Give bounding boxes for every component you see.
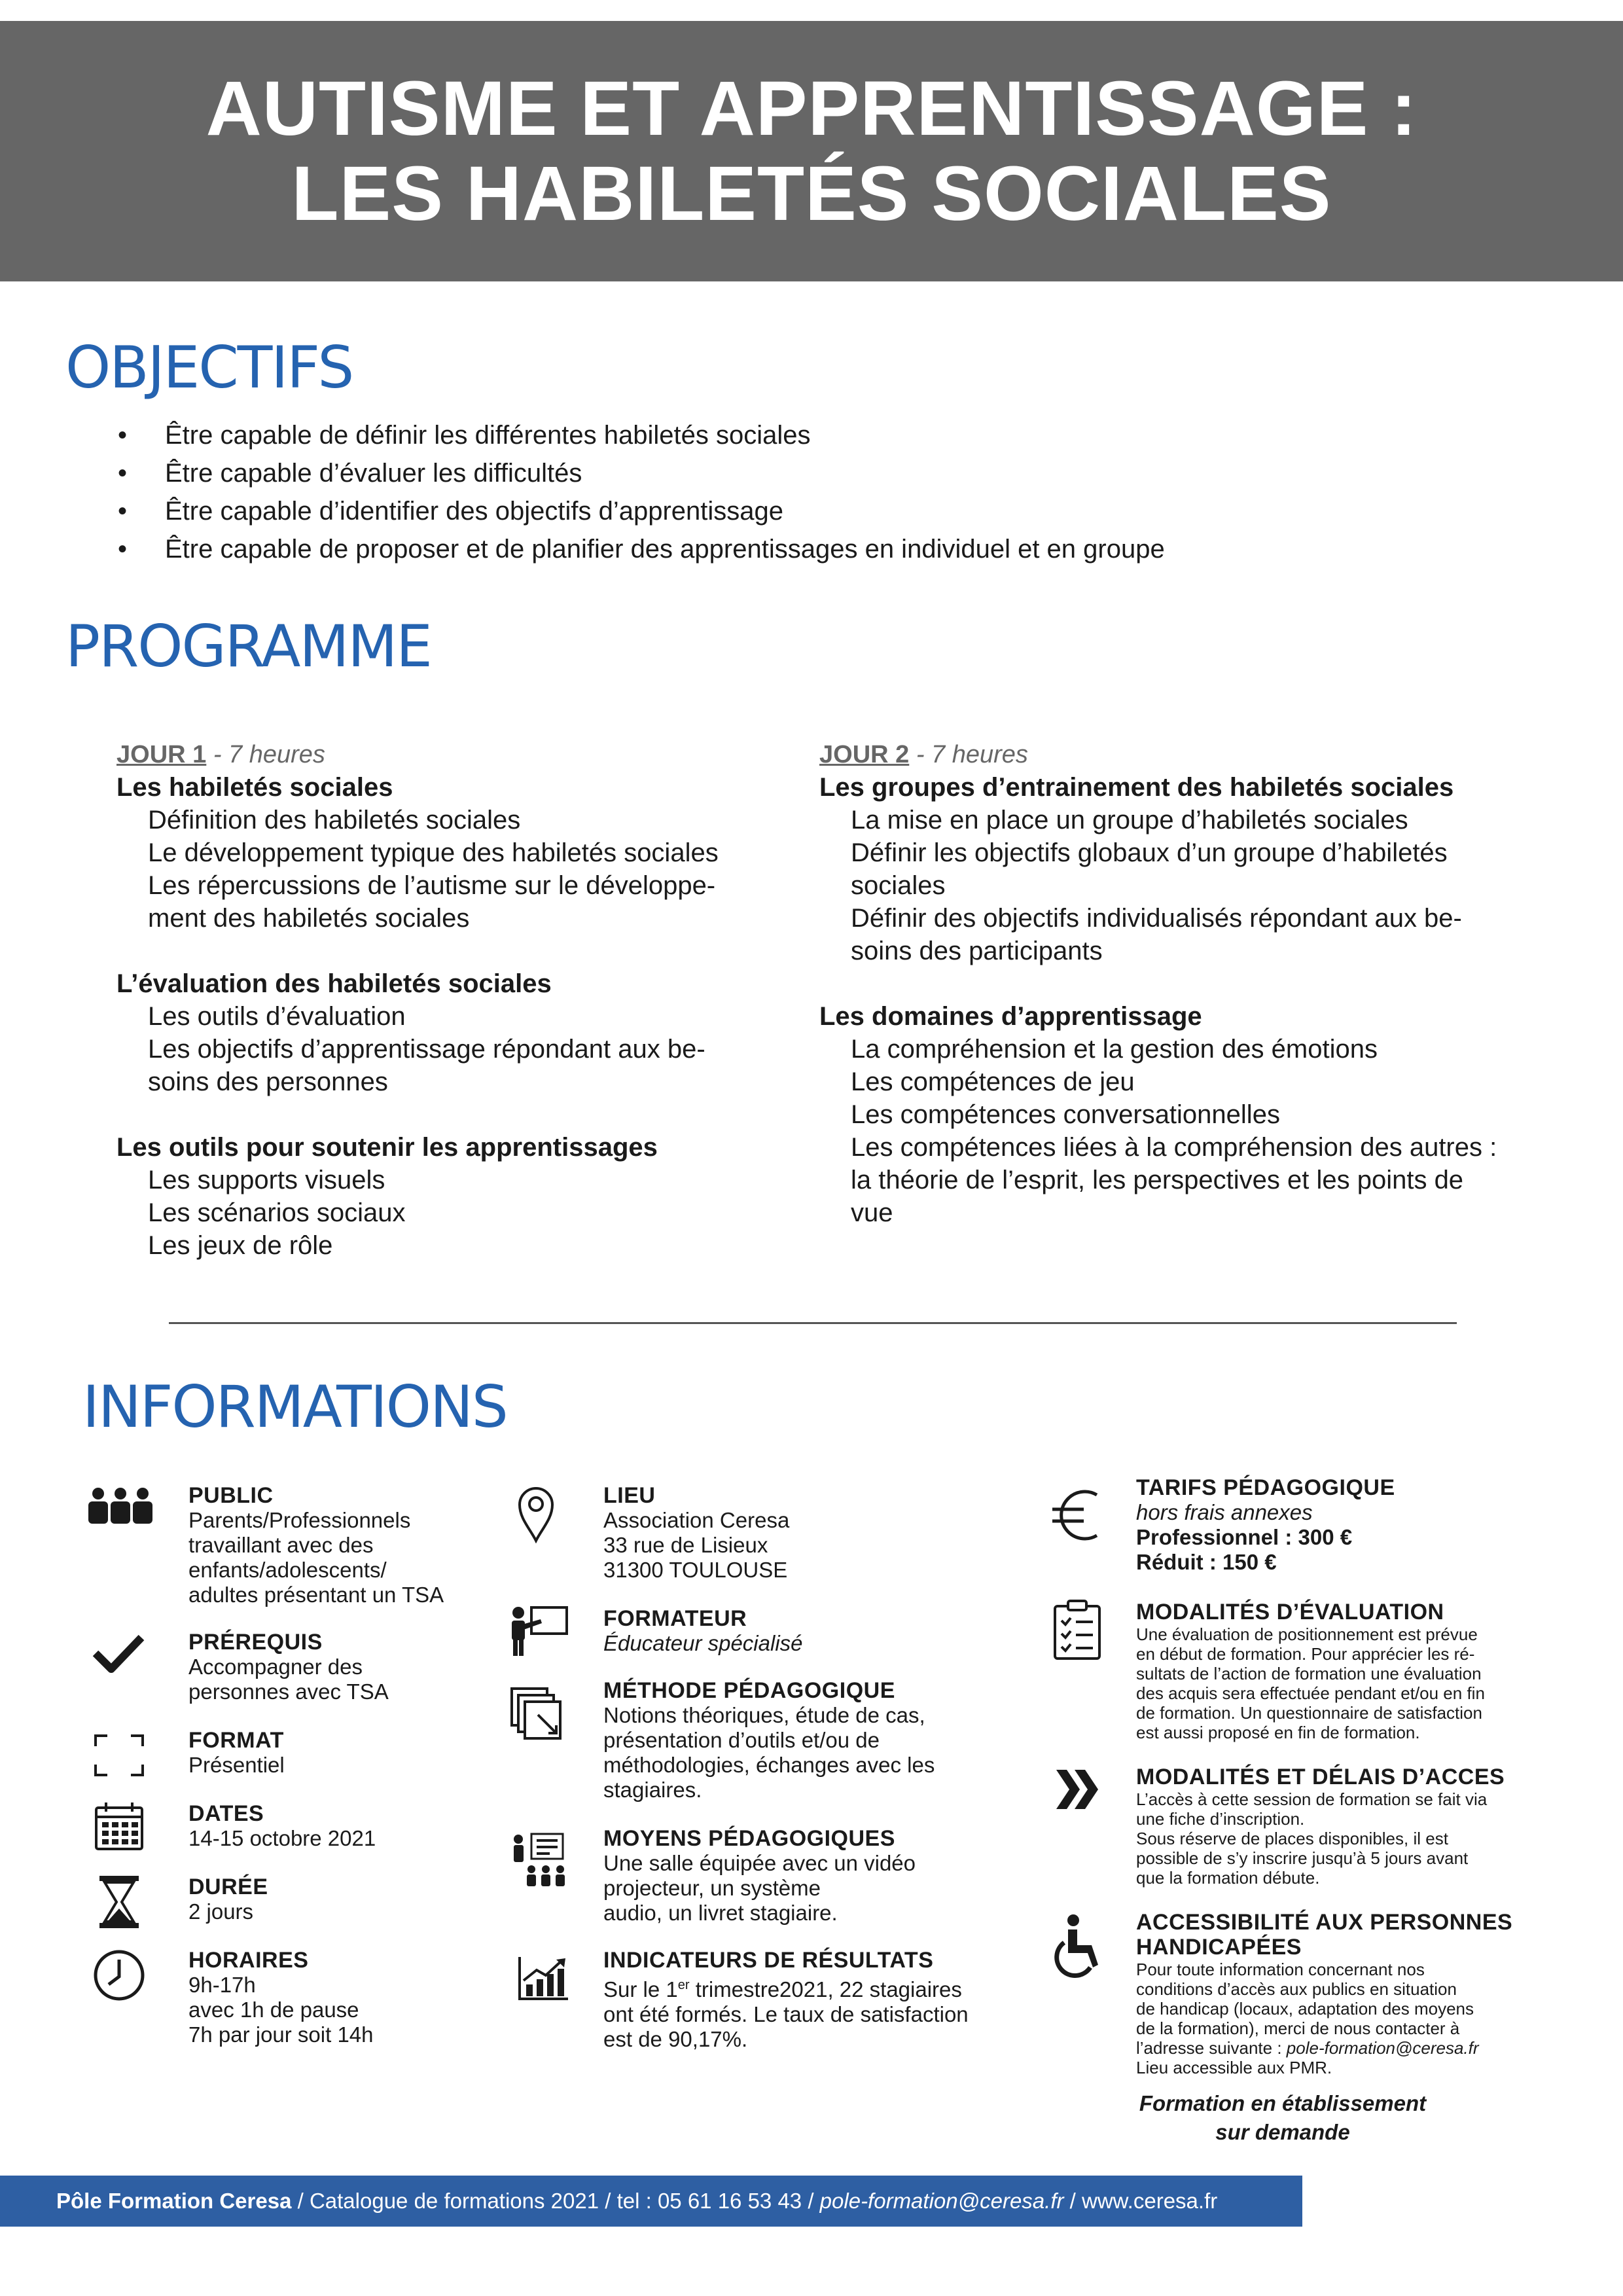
info-title: HORAIRES: [188, 1948, 309, 1973]
info-line: Sous réserve de places disponibles, il est: [1136, 1829, 1448, 1848]
double-chevron-icon: [1055, 1768, 1101, 1810]
day1-heading: [116, 738, 810, 771]
info-acces: [1136, 1765, 1505, 1888]
info-title: FORMAT: [188, 1728, 284, 1753]
programme-block: [819, 771, 1552, 967]
info-line: Éducateur spécialisé: [603, 1631, 803, 1655]
objectifs-list: [118, 416, 1165, 568]
programme-day2-column: [819, 738, 1552, 1262]
objectif-item: • Être capable d’évaluer les difficultés: [118, 454, 1165, 492]
objectif-item: • Être capable d’identifier des objectifs d’apprentissage: [118, 492, 1165, 530]
block-item: vue: [851, 1198, 893, 1227]
block-item: Les compétences liées à la compréhension des autres :: [851, 1133, 1497, 1162]
block-item: Les outils d’évaluation: [148, 1002, 406, 1031]
info-line: possible de s’y inscrire jusqu’à 5 jours avant: [1136, 1848, 1469, 1868]
block-item: Les compétences de jeu: [851, 1067, 1135, 1096]
info-line: Association Ceresa: [603, 1508, 790, 1532]
info-line: Une évaluation de positionnement est prévue: [1136, 1624, 1478, 1644]
group-icon: [86, 1487, 154, 1526]
footer-website[interactable]: / www.ceresa.fr: [1063, 2189, 1218, 2213]
info-methode: [603, 1678, 935, 1803]
info-line: Une salle équipée avec un vidéo: [603, 1851, 916, 1875]
block-item: Définition des habiletés sociales: [148, 806, 521, 834]
day1-hours: - 7 heures: [206, 741, 325, 768]
info-line: de handicap (locaux, adaptation des moyens: [1136, 1999, 1474, 2018]
wheelchair-icon: [1054, 1914, 1103, 1979]
info-line: sultats de l’action de formation une évaluation: [1136, 1664, 1482, 1683]
block-item: Les scénarios sociaux: [148, 1198, 406, 1227]
info-text: l’adresse suivante :: [1136, 2038, 1287, 2058]
info-title: LIEU: [603, 1483, 656, 1508]
info-line: de formation. Un questionnaire de satisfaction: [1136, 1703, 1482, 1723]
info-line: de la formation), merci de nous contacter à: [1136, 2018, 1460, 2038]
info-line: [1136, 2038, 1512, 2058]
block-item: La mise en place un groupe d’habiletés sociales: [851, 806, 1408, 834]
info-formateur: [603, 1606, 803, 1656]
classroom-icon: [512, 1833, 571, 1888]
info-duree: [188, 1874, 268, 1924]
info-line: 31300 TOULOUSE: [603, 1558, 788, 1582]
block-title: Les habiletés sociales: [116, 773, 393, 802]
info-title: MODALITÉS ET DÉLAIS D’ACCES: [1136, 1765, 1505, 1789]
programme-title: PROGRAMME: [65, 613, 431, 680]
block-item: Définir les objectifs globaux d’un groupe d’habiletés: [851, 838, 1448, 867]
info-line: personnes avec TSA: [188, 1679, 389, 1704]
info-line: que la formation débute.: [1136, 1868, 1320, 1888]
info-line: une fiche d’inscription.: [1136, 1809, 1305, 1829]
info-line: ont été formés. Le taux de satisfaction: [603, 2002, 969, 2026]
info-line: est de 90,17%.: [603, 2027, 748, 2051]
trainer-icon: [509, 1605, 568, 1657]
info-format: [188, 1728, 285, 1778]
info-line: des acquis sera effectuée pendant et/ou en fin: [1136, 1683, 1485, 1703]
block-item: Le développement typique des habiletés sociales: [148, 838, 719, 867]
info-title: MODALITÉS D’ÉVALUATION: [1136, 1600, 1444, 1624]
block-item: Les jeux de rôle: [148, 1231, 333, 1260]
day2-heading: [819, 738, 1552, 771]
calendar-icon: [94, 1801, 144, 1851]
euro-icon: [1050, 1486, 1102, 1545]
email-link[interactable]: pole-formation@ceresa.fr: [1286, 2038, 1479, 2058]
info-title: PRÉREQUIS: [188, 1630, 323, 1655]
footer-email-link[interactable]: pole-formation@ceresa.fr: [819, 2189, 1064, 2213]
info-line: Présentiel: [188, 1753, 285, 1777]
info-line: conditions d’accès aux publics en situation: [1136, 1979, 1457, 1999]
block-title: Les domaines d’apprentissage: [819, 1002, 1202, 1031]
on-site-note: [1113, 2089, 1453, 2147]
info-line: est aussi proposé en fin de formation.: [1136, 1723, 1420, 1742]
info-title: PUBLIC: [188, 1483, 274, 1508]
objectif-item: • Être capable de proposer et de planifier des apprentissages en individuel et en groupe: [118, 530, 1165, 568]
programme-block: [116, 967, 810, 1098]
info-title: ACCESSIBILITÉ AUX PERSONNES: [1136, 1910, 1513, 1935]
objectifs-title: OBJECTIFS: [65, 334, 353, 401]
info-line: Parents/Professionnels: [188, 1508, 411, 1532]
info-title: INDICATEURS DE RÉSULTATS: [603, 1948, 934, 1973]
info-title: DURÉE: [188, 1874, 268, 1899]
growth-chart-icon: [517, 1956, 569, 2001]
title-line-1: AUTISME ET APPRENTISSAGE :: [205, 65, 1418, 152]
checkmark-icon: [92, 1632, 145, 1674]
info-line: 2 jours: [188, 1899, 254, 1924]
info-title: TARIFS PÉDAGOGIQUE: [1136, 1475, 1395, 1500]
footer-catalog-phone: / Catalogue de formations 2021 / tel : 05 61 16 53 43 /: [291, 2189, 820, 2213]
footer-band: [0, 2176, 1302, 2227]
clock-icon: [93, 1949, 145, 2001]
info-line: Réduit : 150 €: [1136, 1550, 1277, 1574]
title-line-2: LES HABILETÉS SOCIALES: [291, 151, 1332, 237]
block-item: Les répercussions de l’autisme sur le développe-: [148, 871, 716, 900]
info-title: FORMATEUR: [603, 1606, 747, 1631]
info-line: Accompagner des: [188, 1655, 363, 1679]
info-moyens: [603, 1826, 916, 1926]
block-item: Les compétences conversationnelles: [851, 1100, 1280, 1129]
programme-block: [116, 1131, 810, 1262]
info-title: HANDICAPÉES: [1136, 1935, 1302, 1960]
info-line: [603, 1973, 969, 2002]
hourglass-icon: [98, 1876, 140, 1928]
info-accessibilite: [1136, 1910, 1512, 2077]
info-dates: [188, 1801, 376, 1851]
day2-hours: - 7 heures: [909, 741, 1028, 768]
info-line: Lieu accessible aux PMR.: [1136, 2058, 1332, 2077]
on-site-line: sur demande: [1215, 2120, 1350, 2144]
day2-label: JOUR 2: [819, 741, 910, 768]
frame-icon: [94, 1734, 144, 1776]
block-title: Les groupes d’entrainement des habiletés sociales: [819, 773, 1454, 802]
page-title: [0, 21, 1623, 281]
info-tarifs: [1136, 1475, 1395, 1575]
superscript: er: [677, 1978, 690, 1992]
documents-icon: [509, 1686, 567, 1744]
block-item: Définir des objectifs individualisés répondant aux be-: [851, 904, 1462, 933]
block-title: Les outils pour soutenir les apprentissages: [116, 1133, 658, 1162]
info-text: trimestre2021, 22 stagiaires: [689, 1977, 962, 2001]
info-line: 9h-17h: [188, 1973, 256, 1997]
info-indicateurs: [603, 1948, 969, 2052]
info-line: adultes présentant un TSA: [188, 1583, 444, 1607]
info-evaluation: [1136, 1600, 1485, 1742]
info-line: audio, un livret stagiaire.: [603, 1901, 838, 1925]
info-text: Sur le 1: [603, 1977, 678, 2001]
info-line: Notions théoriques, étude de cas,: [603, 1703, 925, 1727]
info-lieu: [603, 1483, 789, 1583]
block-item: ment des habiletés sociales: [148, 904, 470, 933]
info-horaires: [188, 1948, 374, 2047]
info-line: enfants/adolescents/: [188, 1558, 387, 1582]
info-line: méthodologies, échanges avec les: [603, 1753, 935, 1777]
info-line: hors frais annexes: [1136, 1500, 1313, 1524]
block-item: Les objectifs d’apprentissage répondant aux be-: [148, 1035, 705, 1064]
info-line: stagiaires.: [603, 1778, 702, 1802]
info-title: DATES: [188, 1801, 264, 1826]
block-title: L’évaluation des habiletés sociales: [116, 969, 552, 998]
day1-label: JOUR 1: [116, 741, 207, 768]
info-title: MOYENS PÉDAGOGIQUES: [603, 1826, 895, 1851]
info-line: en début de formation. Pour apprécier les ré-: [1136, 1644, 1475, 1664]
info-line: Pour toute information concernant nos: [1136, 1960, 1425, 1979]
objectif-item: • Être capable de définir les différentes habiletés sociales: [118, 416, 1165, 454]
info-prerequis: [188, 1630, 389, 1704]
block-item: la théorie de l’esprit, les perspectives et les points de: [851, 1166, 1464, 1194]
block-item: soins des personnes: [148, 1067, 388, 1096]
info-line: L’accès à cette session de formation se fait via: [1136, 1789, 1488, 1809]
location-pin-icon: [517, 1486, 555, 1543]
info-line: travaillant avec des: [188, 1533, 374, 1557]
footer-brand: Pôle Formation Ceresa: [56, 2189, 292, 2213]
on-site-line: Formation en établissement: [1139, 2091, 1427, 2115]
section-divider: [169, 1322, 1457, 1324]
programme-day1-column: [116, 738, 810, 1295]
block-item: sociales: [851, 871, 946, 900]
info-line: 14-15 octobre 2021: [188, 1826, 376, 1850]
info-line: projecteur, un système: [603, 1876, 821, 1900]
info-line: présentation d’outils et/ou de: [603, 1728, 880, 1752]
info-public: [188, 1483, 444, 1607]
block-item: La compréhension et la gestion des émotions: [851, 1035, 1378, 1064]
programme-block: [819, 1000, 1552, 1229]
info-line: 7h par jour soit 14h: [188, 2022, 374, 2047]
clipboard-checklist-icon: [1052, 1600, 1102, 1661]
block-item: soins des participants: [851, 937, 1103, 965]
block-item: Les supports visuels: [148, 1166, 385, 1194]
info-line: Professionnel : 300 €: [1136, 1525, 1353, 1549]
info-line: 33 rue de Lisieux: [603, 1533, 768, 1557]
informations-title: INFORMATIONS: [82, 1373, 507, 1441]
programme-block: [116, 771, 810, 935]
info-title: MÉTHODE PÉDAGOGIQUE: [603, 1678, 895, 1703]
info-line: avec 1h de pause: [188, 1998, 359, 2022]
